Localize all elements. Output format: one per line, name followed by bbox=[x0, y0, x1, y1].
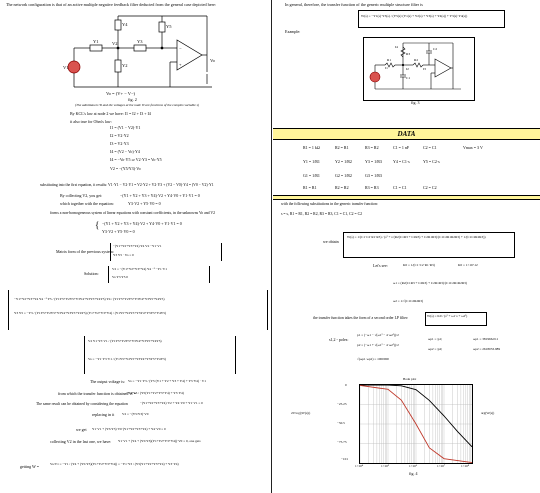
collecting-line: collecting V2 in the last one, we have: bbox=[50, 439, 112, 444]
svg-text:Y1: Y1 bbox=[93, 39, 99, 44]
x-tick: 1×10⁶ bbox=[409, 464, 418, 468]
svg-text:I2: I2 bbox=[406, 67, 409, 71]
matrix-label: Matrix form of the previous system: bbox=[56, 249, 114, 254]
getting-line: getting W = bbox=[20, 464, 39, 469]
data-cell: C1 = 1 nF bbox=[393, 145, 410, 150]
data-cell: Y3 = 1/R3 bbox=[365, 159, 382, 164]
y-tick: −25.25 bbox=[337, 402, 347, 406]
brace: { bbox=[95, 220, 100, 230]
svg-text:Vo: Vo bbox=[210, 58, 215, 63]
plot-ylabel-right: arg(W(s)) bbox=[481, 411, 495, 415]
inverse-matrix bbox=[8, 290, 268, 330]
svg-text:I3: I3 bbox=[423, 67, 426, 71]
fig4-caption: fig. 4 bbox=[409, 471, 418, 476]
system-equation: Y3·V2 + Y5·V0 = 0 bbox=[102, 229, 135, 234]
which-line: which together with the equation: bbox=[60, 201, 114, 206]
fig3-caption: fig. 3 bbox=[411, 100, 420, 105]
matrix-row: V2 = −(Y1+Y2+Y3+Y4) Y4 ⁻¹ −Y1·V1 bbox=[112, 267, 167, 271]
plot-ylabel-left: 20·log(|W(s)|) bbox=[291, 411, 311, 415]
svg-text:R1: R1 bbox=[387, 58, 392, 62]
pole-2-value: ωp2 = 2618033.989 bbox=[473, 347, 501, 351]
k0-equation: K0 = 1/(C1·C2·R1·R3) bbox=[403, 263, 435, 267]
general-line: In general, therefore, the transfer function of the generic multiple structure filter is bbox=[285, 2, 423, 7]
form-line: forms a non-homogeneous system of linear equations with constant coefficients, in the unknowns Vo and V2 bbox=[50, 211, 216, 215]
fig2-caption: fig. 2 bbox=[128, 97, 137, 102]
data-cell: G3 = 1/R3 bbox=[365, 173, 382, 178]
svg-text:I4: I4 bbox=[395, 45, 398, 49]
same-equation: −(Y1+Y2+Y3+Y4)·V2 + Y4·V0 + Y1·V1 = 0 bbox=[140, 401, 203, 405]
data-cell: Y4 = C1·s bbox=[393, 159, 410, 164]
x-tick: 1×10⁸ bbox=[461, 464, 470, 468]
getting-equation: Vo/V1 = −Y1 / (Y4 + (Y5/Y3)(Y1+Y2+Y3+Y4)) = −Y1·Y3 / (Y5(Y1+Y2+Y3+Y4) + Y3·Y4) bbox=[50, 462, 179, 466]
equation: I2 = V2·Y2 bbox=[110, 133, 129, 138]
pole-1: ωp1 = |p1| bbox=[428, 337, 442, 341]
svg-text:Vo = (V+ − V−): Vo = (V+ − V−) bbox=[106, 91, 135, 96]
x-tick: 1×10⁷ bbox=[437, 464, 446, 468]
data-cell: R2 = R1 bbox=[335, 145, 349, 150]
y-tick: −101 bbox=[341, 457, 348, 461]
right-column bbox=[273, 0, 540, 493]
matrix-row: Y3 Y5 · Vo = 0 bbox=[113, 253, 134, 257]
collect-line: By collecting V2, you get: bbox=[60, 193, 103, 198]
equation: I4 = −Vo·Y5 ⇒ V2·Y3 = Vo·Y5 bbox=[110, 157, 162, 162]
sqrt-value: √(ωp1·ωp2) = 1000000 bbox=[357, 357, 389, 361]
which-equation: Y3·V2 + Y5·V0 = 0 bbox=[128, 201, 161, 206]
output-line: The output voltage is: bbox=[90, 379, 125, 384]
solution-label: Solution: bbox=[84, 271, 99, 276]
substitution-line: substituting into the first equation, it results: V1·Y1 − V2·Y1 = V2·Y2 + V2·Y3 + (V2 − V0)·Y4 = (V0 − V2)·Y1 bbox=[40, 183, 214, 187]
y-tick: −75.75 bbox=[337, 440, 347, 444]
collect-equation: −(Y1 + Y2 + Y3 + Y4)·V2 + Y4·V0 + Y1·V1 = 0 bbox=[120, 193, 200, 198]
ohm-line: it also true for Ohm's law: bbox=[70, 119, 112, 124]
we-get-equation: Y1·V1 + (Y5/Y3)·V0·(Y1+Y2+Y3+Y4) + Y4·V0 = 0 bbox=[92, 427, 166, 431]
data-cell: Vmax = 3 V bbox=[463, 145, 483, 150]
data-cell: C1 = C1 bbox=[393, 185, 407, 190]
matrix-row: Vo = −Y1·Y3·V1 / (Y1Y5+Y2Y5+Y3Y4+Y3Y5+Y4Y5) bbox=[88, 357, 166, 361]
output-equation: Vo = −Y1·Y3 / (Y5·(Y1 + Y2 + Y3 + Y4) + Y3·Y4) · V1 bbox=[128, 379, 206, 383]
svg-text:V1: V1 bbox=[63, 65, 69, 70]
fig3-circuit bbox=[365, 39, 471, 97]
poles-label: s1,2 - poles: bbox=[329, 337, 349, 342]
tf-equation: W(s) = K0 / (s² + ω1·s + ω2²) bbox=[427, 314, 468, 318]
equation: I4 = (V2 − Vo)·Y4 bbox=[110, 149, 140, 154]
general-equation-box bbox=[358, 10, 505, 28]
svg-text:C1: C1 bbox=[406, 76, 411, 80]
we-get: we get bbox=[76, 427, 87, 432]
transfer-equation: −Y1·Y3 / (Y5(Y1+Y2+Y3+Y4) + Y3·Y4) bbox=[126, 391, 184, 395]
replacing-equation: V2 = −(Y5/Y3)·V0 bbox=[122, 412, 149, 416]
data-cell: R1 = 1 kΩ bbox=[303, 145, 320, 150]
equation: V2 = −(Y5/Y3)·Vo bbox=[110, 166, 141, 171]
k0-value: K0 = 1×10^12 bbox=[458, 263, 478, 267]
w2-equation: ω2 = 1/√(C1C2R2R3) bbox=[393, 299, 424, 303]
fig2-note: (The admittances Yi and the voltages at the node Vi are functions of the complex variable s) bbox=[75, 103, 200, 107]
replacing-line: replacing in it bbox=[92, 412, 115, 417]
lets-see: Let's see: bbox=[373, 263, 388, 268]
svg-text:−: − bbox=[179, 46, 182, 51]
svg-text:Y5: Y5 bbox=[166, 24, 172, 29]
svg-text:I1: I1 bbox=[385, 66, 388, 70]
same-line: The same result can be obtained by considering the equation bbox=[36, 402, 128, 406]
example-label: Example: bbox=[285, 29, 301, 34]
transfer-equation: W(s) = 1/(C1·C2·R1·R3) / (s² + s·(R2(C1R3 + C2R3) + C2R1R3)/(C1C2R1R2R3) + 1/(C1C2R2R3)) bbox=[347, 235, 486, 239]
w1-equation: ω1 = (R2(C1R3 + C2R3) + C2R1R3)/(C1C2R1R2R3) bbox=[393, 281, 467, 285]
data-cell: R2 = R2 bbox=[335, 185, 349, 190]
y-tick: −50.5 bbox=[337, 421, 345, 425]
data-cell: Y5 = C2·s bbox=[423, 159, 440, 164]
svg-text:V2: V2 bbox=[112, 41, 118, 46]
plot-title: Bode plot bbox=[403, 377, 417, 381]
x-tick: 1×10⁵ bbox=[381, 464, 390, 468]
collecting-equation: Y1·V1 + (Y4 + (Y5/Y3)(Y1+Y2+Y3+Y4))·V0 = 0, one gets bbox=[118, 439, 201, 443]
equation: I3 = V2·Y3 bbox=[110, 141, 129, 146]
system-equation: −(Y1 + Y2 + Y3 + Y4)·V2 + Y4·V0 + Y1·V1 = 0 bbox=[102, 221, 182, 226]
y-tick: 0 bbox=[345, 383, 347, 387]
data-cell: Y1 = 1/R1 bbox=[303, 159, 320, 164]
intro-text: The network configuration is that of an active multiple negative feedback filter deducted from the general case depicted here: bbox=[6, 2, 216, 7]
data-cell: G1 = 1/R1 bbox=[303, 173, 320, 178]
bode-plot bbox=[359, 384, 473, 464]
poles-equation: p1 = (−ω1 − √(ω1² − 4·ω2²))/2 bbox=[357, 333, 399, 337]
matrix-row: Vo Y3 Y5 0 bbox=[112, 275, 128, 279]
general-equation: W(s) = −Y1(s)·Y3(s) / (Y5(s)·(Y1(s) + Y2(s) + Y3(s) + Y4(s)) + Y3(s)·Y4(s)) bbox=[361, 14, 468, 18]
data-cell: C2 = C1 bbox=[423, 145, 437, 150]
data-cell: G2 = 1/R2 bbox=[335, 173, 352, 178]
column-divider bbox=[271, 0, 272, 493]
svg-text:R3: R3 bbox=[406, 52, 411, 56]
pole-2: ωp2 = |p2| bbox=[428, 347, 442, 351]
data-cell: C2 = C2 bbox=[423, 185, 437, 190]
data-title: DATA bbox=[397, 130, 416, 138]
tf-line: the transfer function takes the form of a second order LP filter: bbox=[313, 316, 409, 320]
kcl-line: By KCL's law at node 2 we have: I1 = I2 + I3 + I4 bbox=[70, 111, 151, 116]
matrix-row: V2 Y1·Y5·V1 / (Y1Y5+Y2Y5+Y3Y4+Y3Y5+Y4Y5) bbox=[88, 339, 162, 343]
data-cell: Y2 = 1/R2 bbox=[335, 159, 352, 164]
substitution-list: s = s, R1 = R1, R2 = R2, R3 = R3, C1 = C1, C2 = C2 bbox=[281, 212, 362, 216]
equation: I1 = (V1 − V2)·Y1 bbox=[110, 125, 141, 130]
data-banner-end bbox=[273, 195, 540, 200]
svg-text:Y2: Y2 bbox=[122, 63, 128, 68]
matrix-row: −Y1+Y2+Y3+Y4 Y4 ⁻¹ Y5 / (Y1Y5+Y2Y5+Y3Y4+Y3Y5+Y4Y5) Y4 / (Y1Y5+Y2Y5+Y3Y4+Y3Y5+Y4Y5) bbox=[14, 297, 165, 301]
substitution-line: with the following substitutions in the generic transfer function: bbox=[281, 202, 379, 206]
svg-text:+: + bbox=[179, 62, 182, 67]
data-cell: R3 = R2 bbox=[365, 145, 379, 150]
data-banner bbox=[273, 128, 540, 140]
poles-equation: p2 = (−ω1 + √(ω1² − 4·ω2²))/2 bbox=[357, 343, 399, 347]
svg-text:Y4: Y4 bbox=[122, 22, 128, 27]
svg-text:Y3: Y3 bbox=[137, 39, 143, 44]
fig2-circuit bbox=[62, 12, 232, 97]
matrix-row: −(Y1+Y2+Y3+Y4) Y4 V2 −Y1·V1 bbox=[113, 244, 162, 248]
data-cell: R3 = R3 bbox=[365, 185, 379, 190]
svg-text:R2: R2 bbox=[414, 58, 419, 62]
pole-1-value: ωp1 = 381966.011 bbox=[473, 337, 499, 341]
x-tick: 1×10⁴ bbox=[355, 464, 364, 468]
matrix-row: Y3 Y5 = −Y3 / (Y1Y5+Y2Y5+Y3Y4+Y3Y5+Y4Y5) (Y1+Y2+Y3+Y4) / (Y1Y5+Y2Y5+Y3Y4+Y3Y5+Y4Y5) bbox=[14, 311, 167, 315]
svg-text:C2: C2 bbox=[433, 47, 438, 51]
data-cell: R1 = R1 bbox=[303, 185, 317, 190]
transfer-line: from which the transfer function is obtained W = bbox=[58, 391, 137, 396]
we-obtain: we obtain bbox=[323, 239, 339, 244]
